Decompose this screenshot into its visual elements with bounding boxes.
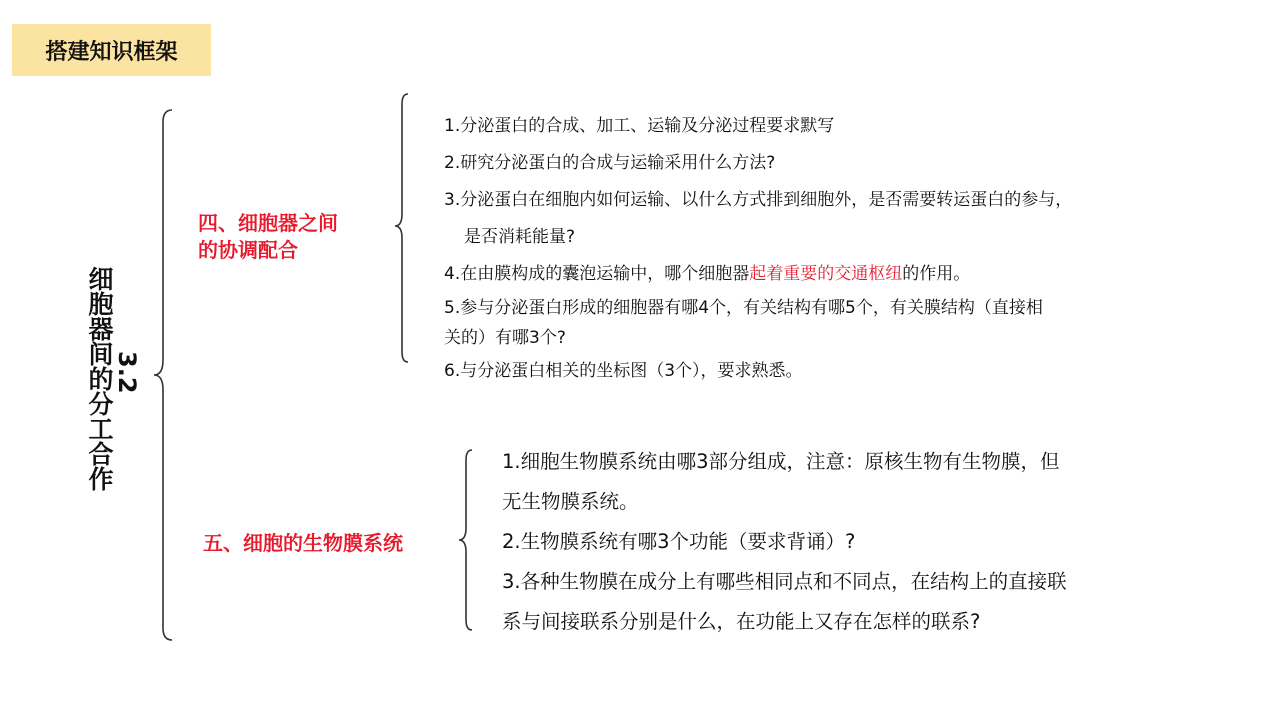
list-item: 是否消耗能量? (464, 227, 576, 247)
list-item: 3.各种生物膜在成分上有哪些相同点和不同点，在结构上的直接联 (502, 570, 1067, 593)
list-item: 1.细胞生物膜系统由哪3部分组成，注意：原核生物有生物膜，但 (502, 450, 1060, 473)
section5-brace (456, 448, 476, 632)
list-item: 1.分泌蛋白的合成、加工、运输及分泌过程要求默写 (444, 116, 835, 136)
section5-title: 五、细胞的生物膜系统 (203, 531, 403, 555)
list-item: 无生物膜系统。 (502, 490, 639, 513)
chapter-number: 3.2 (113, 351, 141, 394)
item4-text-end: 的作用。 (902, 264, 971, 284)
section4-title (198, 210, 338, 264)
section4-brace (392, 92, 412, 364)
chapter-title (85, 266, 141, 491)
section5-list (502, 442, 1067, 642)
list-item: 5.参与分泌蛋白形成的细胞器有哪4个，有关结构有哪5个，有关膜结构（直接相 (444, 298, 1043, 318)
section4-list (444, 108, 1072, 390)
list-item: 2.生物膜系统有哪3个功能（要求背诵）? (502, 530, 856, 553)
main-brace (150, 108, 176, 642)
item4-highlight: 起着重要的交通枢纽 (749, 264, 903, 284)
list-item: 关的）有哪3个? (444, 328, 566, 348)
list-item: 3.分泌蛋白在细胞内如何运输、以什么方式排到细胞外，是否需要转运蛋白的参与， (444, 190, 1073, 210)
section4-title-line2: 的协调配合 (198, 238, 298, 262)
list-item (444, 256, 1072, 293)
item4-text: 4.在由膜构成的囊泡运输中，哪个细胞器 (444, 264, 750, 284)
list-item: 2.研究分泌蛋白的合成与运输采用什么方法? (444, 153, 776, 173)
section4-title-line1: 四、细胞器之间 (198, 211, 338, 235)
list-item: 系与间接联系分别是什么，在功能上又存在怎样的联系? (502, 610, 981, 633)
chapter-name: 细胞器间的分工合作 (85, 266, 114, 491)
page-title: 搭建知识框架 (12, 24, 211, 76)
list-item: 6.与分泌蛋白相关的坐标图（3个），要求熟悉。 (444, 361, 803, 381)
